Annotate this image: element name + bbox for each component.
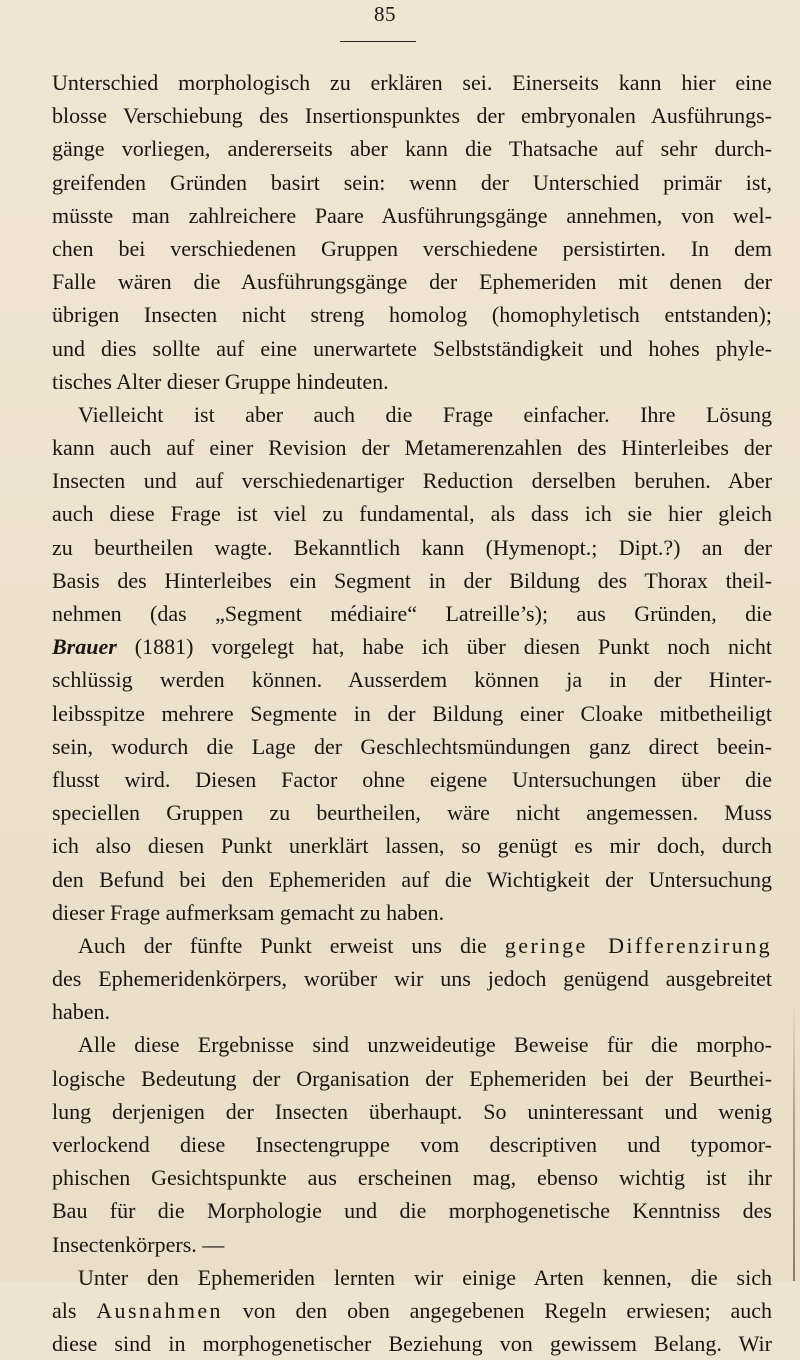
text-line: auch diese Frage ist viel zu fundamental, als dass ich sie hier gleich <box>52 501 772 527</box>
text-line: verlockend diese Insectengruppe vom descriptiven und typomor- <box>52 1132 772 1157</box>
scan-edge-shadow <box>793 1000 795 1281</box>
text-line: Unter den Ephemeriden lernten wir einige Arten kennen, die sich <box>78 1264 772 1290</box>
text-line: Bau für die Morphologie und die morphogenetische Kenntniss des <box>52 1198 772 1224</box>
text-fragment: als <box>52 1297 77 1323</box>
text-line: haben. <box>52 999 111 1025</box>
body-text <box>52 66 772 1360</box>
text-line: phischen Gesichtspunkte aus erscheinen mag, ebenso wichtig ist ihr <box>52 1165 772 1191</box>
text-line: nehmen (das „Segment médiaire“ Latreille’s); aus Gründen, die <box>52 601 772 626</box>
header-rule <box>340 41 416 42</box>
text-line: chen bei verschiedenen Gruppen verschiedene persistirten. In dem <box>52 235 772 261</box>
text-line: den Befund bei den Ephemeriden auf die Wichtigkeit der Untersuchung <box>52 866 772 892</box>
text-line: dieser Frage aufmerksam gemacht zu haben. <box>52 899 445 925</box>
text-fragment: (1881) vorgelegt hat, habe ich über diesen Punkt noch nicht <box>134 634 772 660</box>
text-line: speciellen Gruppen zu beurtheilen, wäre nicht angemessen. Muss <box>52 800 772 826</box>
text-line: müsste man zahlreichere Paare Ausführungsgänge annehmen, von wel- <box>52 202 772 228</box>
text-line <box>52 1294 772 1327</box>
text-line: übrigen Insecten nicht streng homolog (homophyletisch entstanden); <box>52 302 772 328</box>
text-line: gänge vorliegen, andererseits aber kann die Thatsache auf sehr durch- <box>52 136 772 162</box>
text-line: Insectenkörpers. — <box>52 1231 225 1257</box>
spaced-emphasis: Ausnahmen <box>96 1297 223 1323</box>
text-line: Basis des Hinterleibes ein Segment in der Bildung des Thorax theil- <box>52 567 772 593</box>
text-line: sein, wodurch die Lage der Geschlechtsmündungen ganz direct beein- <box>52 733 772 759</box>
text-line: des Ephemeridenkörpers, worüber wir uns jedoch genügend ausgebreitet <box>52 966 772 992</box>
spaced-emphasis: geringe Differenzirung <box>504 932 772 958</box>
text-line: leibsspitze mehrere Segmente in der Bildung einer Cloake mitbetheiligt <box>52 700 772 726</box>
text-line: greifenden Gründen basirt sein: wenn der Unterschied primär ist, <box>52 169 772 195</box>
text-fragment: Auch der fünfte Punkt erweist uns die <box>78 932 487 958</box>
text-line <box>52 929 772 962</box>
text-line: Falle wären die Ausführungsgänge der Ephemeriden mit denen der <box>52 269 772 295</box>
text-line: Alle diese Ergebnisse sind unzweideutige Beweise für die morpho- <box>78 1032 772 1058</box>
text-line: und dies sollte auf eine unerwartete Selbstständigkeit und hohes phyle- <box>52 335 772 361</box>
text-line: Insecten und auf verschiedenartiger Reduction derselben beruhen. Aber <box>52 468 772 494</box>
text-line: tisches Alter dieser Gruppe hindeuten. <box>52 368 389 394</box>
text-line: diese sind in morphogenetischer Beziehung von gewissem Belang. Wir <box>52 1331 772 1357</box>
text-line: logische Bedeutung der Organisation der Ephemeriden bei der Beurthei- <box>52 1065 772 1091</box>
text-line: Vielleicht ist aber auch die Frage einfacher. Ihre Lösung <box>78 401 772 427</box>
text-fragment: von den oben angegebenen Regeln erwiesen; auch <box>242 1297 772 1323</box>
page-number: 85 <box>374 2 396 26</box>
text-line: schlüssig werden können. Ausserdem können ja in der Hinter- <box>52 667 772 693</box>
text-line: Unterschied morphologisch zu erklären sei. Einerseits kann hier eine <box>52 70 772 95</box>
text-line <box>52 630 772 663</box>
author-name: Brauer <box>52 634 117 660</box>
text-line: ich also diesen Punkt unerklärt lassen, so genügt es mir doch, durch <box>52 833 772 859</box>
text-line: kann auch auf einer Revision der Metamerenzahlen des Hinterleibes der <box>52 435 772 461</box>
text-line: flusst wird. Diesen Factor ohne eigene Untersuchungen über die <box>52 766 772 792</box>
text-line: blosse Verschiebung des Insertionspunktes der embryonalen Ausführungs- <box>52 103 772 129</box>
text-line: zu beurtheilen wagte. Bekanntlich kann (Hymenopt.; Dipt.?) an der <box>52 534 772 560</box>
text-line: lung derjenigen der Insecten überhaupt. So uninteressant und wenig <box>52 1098 772 1124</box>
